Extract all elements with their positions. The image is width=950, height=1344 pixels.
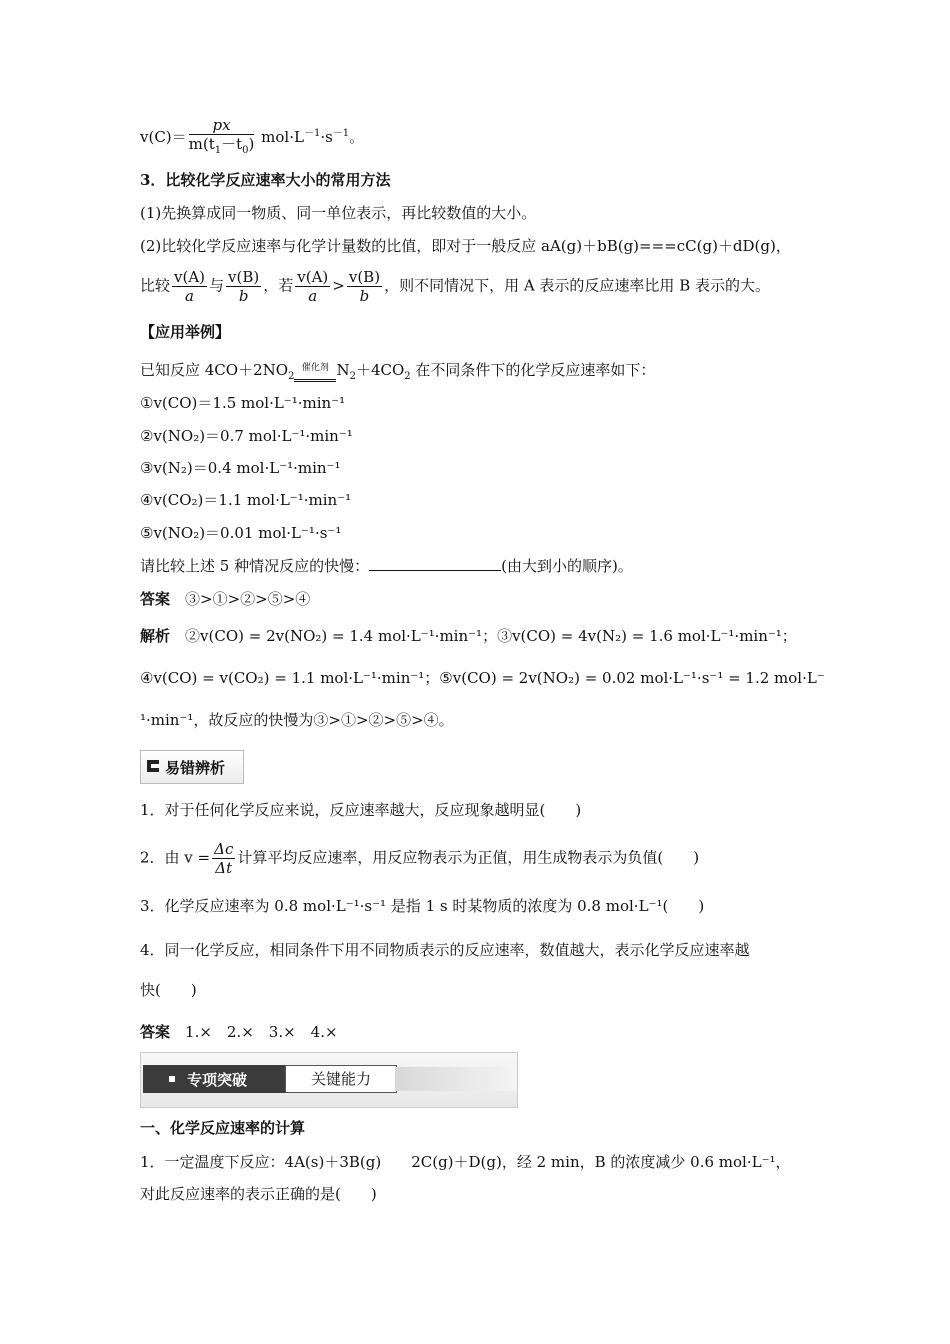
judge-4: 4．同一化学反应，相同条件下用不同物质表示的反应速率，数值越大，表示化学反应速率越 <box>140 941 750 959</box>
judge-2: 2．由 v = $\frac{\Delta c}{\Delta t}$ 计算平均反应速率，用反应物表示为正值，用生成物表示为负值( ) <box>140 840 700 877</box>
fraction: $\frac{v(A)}{a}$ <box>297 268 329 305</box>
banner-light: 关键能力 <box>285 1065 397 1093</box>
rate-item: ⑤v(NO₂)＝0.01 mol·L⁻¹·s⁻¹ <box>140 524 342 542</box>
error-analysis-title: 易错辨析 <box>140 750 244 784</box>
method-heading: 3．比较化学反应速率大小的常用方法 <box>140 171 391 189</box>
rate-item: ①v(CO)＝1.5 mol·L⁻¹·min⁻¹ <box>140 394 346 412</box>
method-1: (1)先换算成同一物质、同一单位表示，再比较数值的大小。 <box>140 204 537 222</box>
problem-1-cont: 对此反应速率的表示正确的是( ) <box>140 1185 377 1203</box>
banner-fade <box>395 1067 517 1091</box>
answer-blank <box>369 556 501 571</box>
example-tag: 【应用举例】 <box>140 323 231 341</box>
example-intro: 已知反应 $4CO+2NO_2$ 催化剂 $N_2+4CO_2$ 在不同条件下的化学反应速率如下： <box>140 360 655 387</box>
method-2: (2)比较化学反应速率与化学计量数的比值，即对于一般反应 aA(g)＋bB(g)===cC(g)＋dD(g)， <box>140 237 791 255</box>
method-2-compare: 比较 $\frac{v(A)}{a}$ 与 $\frac{v(B)}{b}$ ，若 $\frac{v(A)}{a}$ > $\frac{v(B)}{b}$ ，则不同情况下，用 A 表示的反应速率比用 B 表示的大。 <box>140 268 770 305</box>
fraction: $\frac{v(A)}{a}$ <box>174 268 206 305</box>
answer-2: 答案 1.× 2.× 3.× 4.× <box>140 1023 338 1041</box>
problem-1: 1．一定温度下反应：4A(s)＋3B(g) 2C(g)＋D(g)，经 2 min，B 的浓度减少 0.6 mol·L⁻¹， <box>140 1153 791 1171</box>
section-banner <box>140 1052 518 1108</box>
fraction: $\frac{px}{m(t_1-t_0)}$ <box>188 116 255 156</box>
analysis-line-1: 解析 ②v(CO) = 2v(NO₂) = 1.4 mol·L⁻¹·min⁻¹；③v(CO) = 4v(N₂) = 1.6 mol·L⁻¹·min⁻¹； <box>140 627 797 645</box>
judge-1: 1．对于任何化学反应来说，反应速率越大，反应现象越明显( ) <box>140 801 582 819</box>
fraction: $\frac{\Delta c}{\Delta t}$ <box>214 840 234 877</box>
fraction: $\frac{v(B)}{b}$ <box>228 268 260 305</box>
judge-4-cont: 快( ) <box>140 981 197 999</box>
section-icon <box>147 760 159 772</box>
section-heading: 一、化学反应速率的计算 <box>140 1119 306 1137</box>
analysis-line-3: ¹·min⁻¹，故反应的快慢为③>①>②>⑤>④。 <box>140 711 454 729</box>
rate-item: ④v(CO₂)＝1.1 mol·L⁻¹·min⁻¹ <box>140 491 352 509</box>
rate-item: ②v(NO₂)＝0.7 mol·L⁻¹·min⁻¹ <box>140 427 353 445</box>
square-icon <box>169 1076 175 1082</box>
answer-1: 答案 ③>①>②>⑤>④ <box>140 590 311 608</box>
judge-3: 3．化学反应速率为 0.8 mol·L⁻¹·s⁻¹ 是指 1 s 时某物质的浓度为 0.8 mol·L⁻¹( ) <box>140 897 705 915</box>
catalyst-arrow: 催化剂 <box>294 367 336 387</box>
rate-item: ③v(N₂)＝0.4 mol·L⁻¹·min⁻¹ <box>140 459 341 477</box>
formula-vc: v(C)＝ $\frac{px}{m(t_1-t_0)}$ $mol\cdot L^{-1}\cdot s^{-1}$。 <box>140 116 364 160</box>
banner-dark: 专项突破 <box>143 1065 285 1093</box>
fraction: $\frac{v(B)}{b}$ <box>348 268 381 305</box>
question: 请比较上述 5 种情况反应的快慢： (由大到小的顺序)。 <box>140 557 633 575</box>
analysis-line-2: ④v(CO) = v(CO₂) = 1.1 mol·L⁻¹·min⁻¹；⑤v(CO) = 2v(NO₂) = 0.02 mol·L⁻¹·s⁻¹ = 1.2 mol·L⁻ <box>140 669 825 687</box>
